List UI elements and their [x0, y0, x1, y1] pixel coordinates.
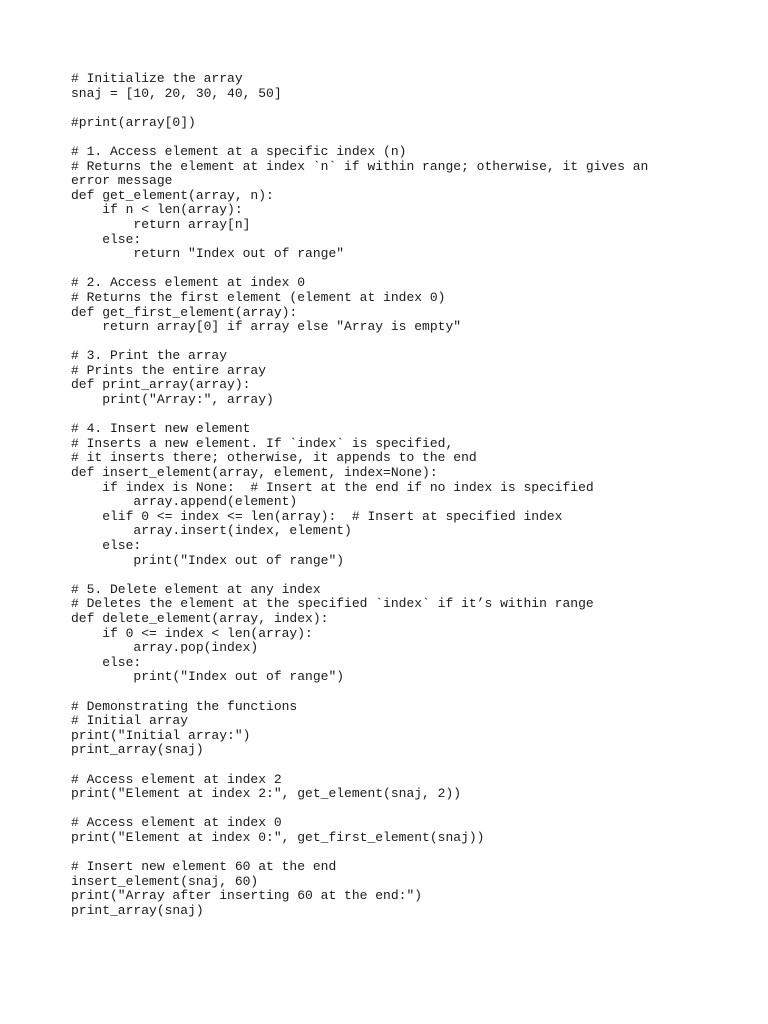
- code-line: array.insert(index, element): [71, 523, 352, 539]
- code-line: else:: [71, 654, 142, 670]
- comment-line: #print(array[0]): [71, 114, 196, 130]
- code-line: if index is None: # Insert at the end if no index is specified: [71, 479, 594, 495]
- blank-line: [71, 101, 751, 116]
- comment-line: # Access element at index 0: [71, 815, 282, 831]
- comment-line: # 5. Delete element at any index: [71, 581, 321, 597]
- code-line: if n < len(array):: [71, 202, 243, 218]
- comment-line: # Returns the element at index `n` if within range; otherwise, it gives an error message: [71, 158, 657, 189]
- code-line: print("Array after inserting 60 at the end:"): [71, 888, 423, 904]
- comment-line: # Insert new element 60 at the end: [71, 859, 337, 875]
- code-line: print("Index out of range"): [71, 552, 345, 568]
- code-line: return array[0] if array else "Array is empty": [71, 319, 462, 335]
- code-line: if 0 <= index < len(array):: [71, 625, 313, 641]
- comment-line: # 1. Access element at a specific index (n): [71, 143, 407, 159]
- blank-line: [71, 568, 751, 583]
- code-line: print("Index out of range"): [71, 669, 345, 685]
- comment-line: # Prints the entire array: [71, 362, 267, 378]
- code-line: array.pop(index): [71, 640, 259, 656]
- comment-line: # Access element at index 2: [71, 771, 282, 787]
- blank-line: [71, 758, 751, 773]
- comment-line: # Returns the first element (element at index 0): [71, 289, 446, 305]
- comment-line: # Inserts a new element. If `index` is specified,: [71, 435, 454, 451]
- code-line: def get_element(array, n):: [71, 187, 274, 203]
- code-line: def delete_element(array, index):: [71, 610, 329, 626]
- code-line: print("Array:", array): [71, 392, 274, 408]
- code-line: else:: [71, 538, 142, 553]
- blank-line: [71, 685, 751, 700]
- blank-line: [71, 335, 751, 350]
- code-line: array.append(element): [71, 494, 298, 510]
- comment-line: # 2. Access element at index 0: [71, 275, 306, 291]
- comment-line: # it inserts there; otherwise, it appends to the end: [71, 450, 477, 466]
- comment-line: # Deletes the element at the specified `index` if it’s within range: [71, 596, 594, 612]
- blank-line: [71, 802, 751, 817]
- code-line: print_array(snaj): [71, 902, 204, 918]
- code-line: insert_element(snaj, 60): [71, 873, 259, 889]
- code-line: return array[n]: [71, 216, 251, 232]
- blank-line: [71, 408, 751, 423]
- blank-line: [71, 262, 751, 277]
- comment-line: # 4. Insert new element: [71, 421, 251, 437]
- blank-line: [71, 130, 751, 145]
- code-line: else:: [71, 231, 142, 247]
- comment-line: # Initial array: [71, 713, 189, 729]
- code-line: def get_first_element(array):: [71, 304, 298, 320]
- code-line: print("Element at index 0:", get_first_element(snaj)): [71, 829, 485, 845]
- code-line: def insert_element(array, element, index=None):: [71, 465, 438, 481]
- code-line: snaj = [10, 20, 30, 40, 50]: [71, 85, 282, 101]
- code-line: print_array(snaj): [71, 742, 204, 758]
- blank-line: [71, 845, 751, 860]
- code-line: print("Element at index 2:", get_element(snaj, 2)): [71, 786, 462, 802]
- code-line: return "Index out of range": [71, 246, 345, 262]
- code-line: elif 0 <= index <= len(array): # Insert at specified index: [71, 508, 563, 524]
- code-line: print("Initial array:"): [71, 727, 251, 743]
- code-line: def print_array(array):: [71, 377, 251, 393]
- comment-line: # Demonstrating the functions: [71, 698, 298, 714]
- code-block: [71, 72, 751, 918]
- comment-line: # 3. Print the array: [71, 348, 228, 364]
- comment-line: # Initialize the array: [71, 71, 243, 86]
